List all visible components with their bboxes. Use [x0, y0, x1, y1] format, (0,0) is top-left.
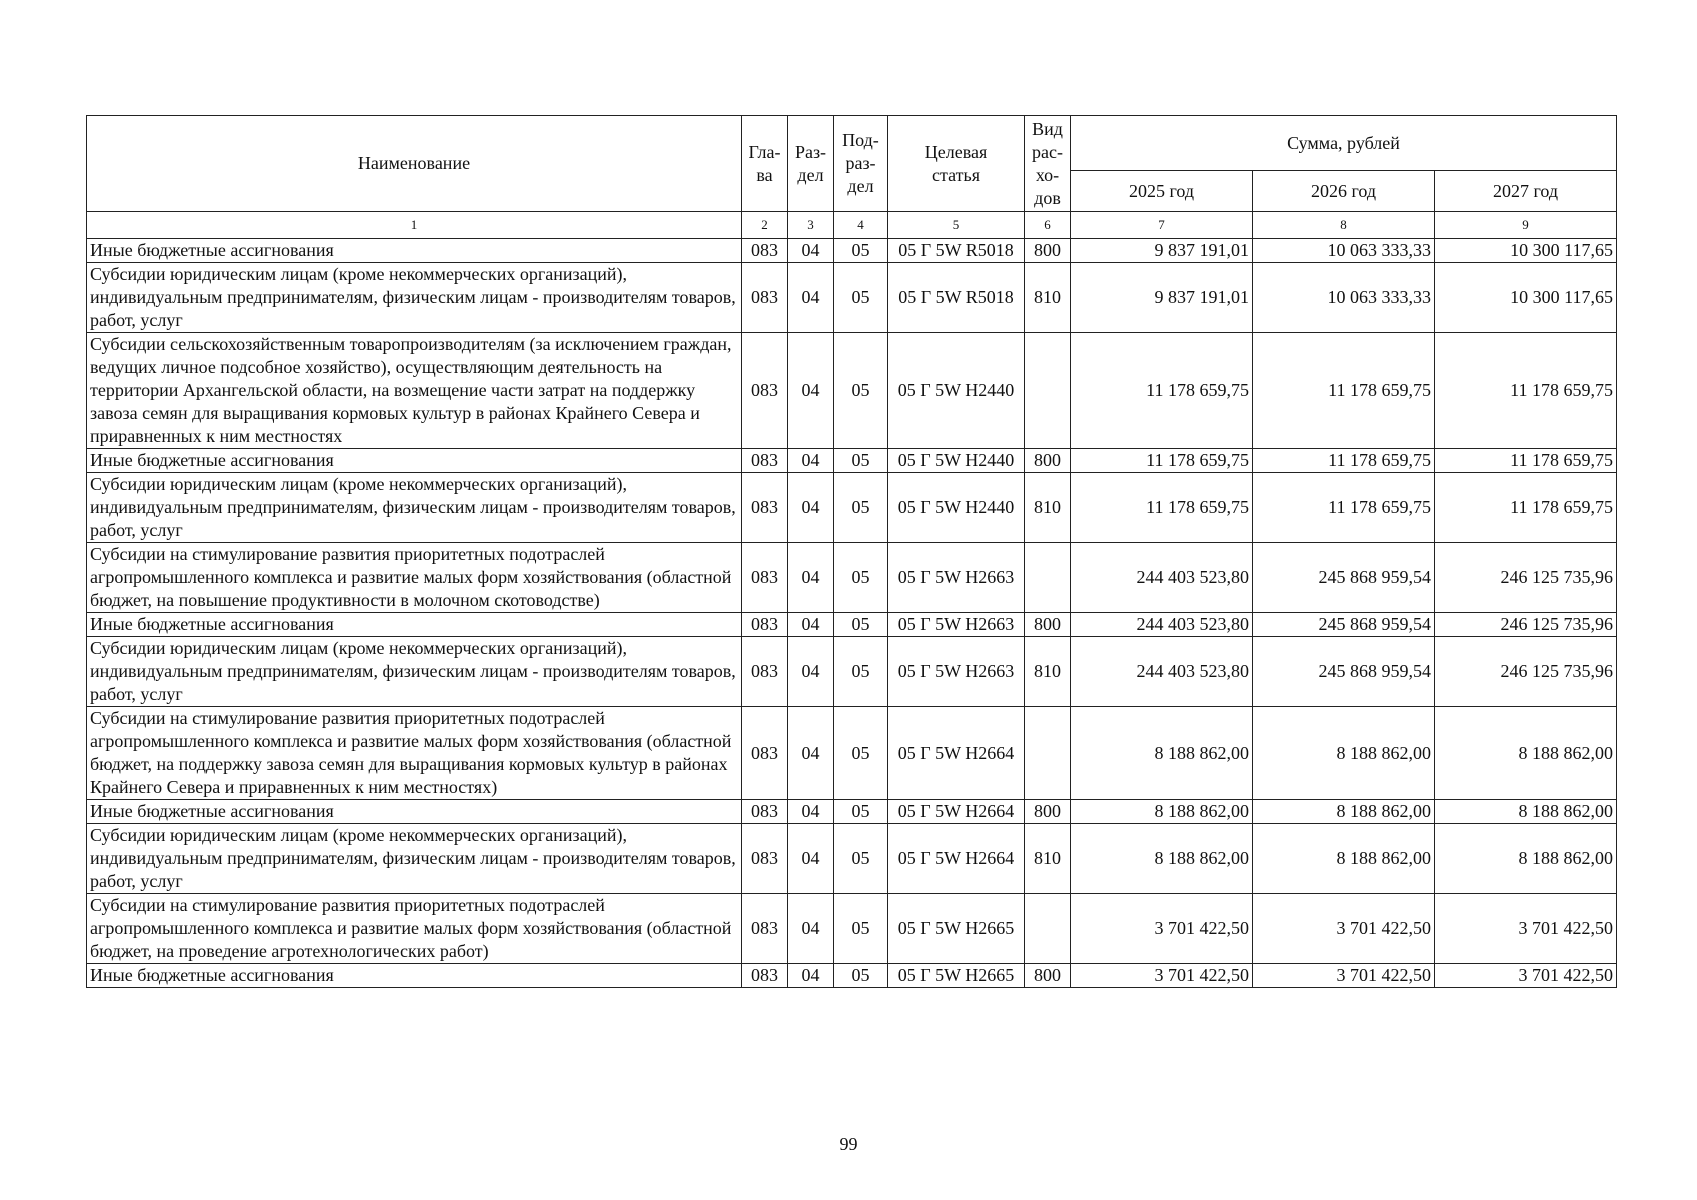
- cell-glava: 083: [742, 707, 788, 800]
- cell-podrazdel: 05: [834, 707, 888, 800]
- cell-amount-2025: 11 178 659,75: [1071, 333, 1253, 449]
- cell-expense-type: 800: [1025, 449, 1071, 473]
- cell-razdel: 04: [788, 263, 834, 333]
- cell-razdel: 04: [788, 824, 834, 894]
- cell-razdel: 04: [788, 800, 834, 824]
- header-year-2025: 2025 год: [1071, 171, 1253, 212]
- cell-amount-2027: 8 188 862,00: [1435, 707, 1617, 800]
- cell-glava: 083: [742, 637, 788, 707]
- cell-amount-2025: 3 701 422,50: [1071, 894, 1253, 964]
- cell-amount-2025: 244 403 523,80: [1071, 637, 1253, 707]
- table-row: [87, 964, 1617, 988]
- header-year-2026: 2026 год: [1253, 171, 1435, 212]
- cell-name: Субсидии юридическим лицам (кроме некоммерческих организаций), индивидуальным предпринимателям, физическим лицам - производителям товаров, работ, услуг: [87, 473, 742, 543]
- cell-name: Иные бюджетные ассигнования: [87, 613, 742, 637]
- table-row: [87, 707, 1617, 800]
- cell-expense-type: [1025, 543, 1071, 613]
- cell-target-article: 05 Г 5W Н2440: [888, 333, 1025, 449]
- cell-expense-type: 800: [1025, 613, 1071, 637]
- column-number: 1: [87, 212, 742, 239]
- cell-glava: 083: [742, 333, 788, 449]
- table-row: [87, 239, 1617, 263]
- cell-amount-2025: 3 701 422,50: [1071, 964, 1253, 988]
- cell-expense-type: 800: [1025, 800, 1071, 824]
- header-glava: Гла- ва: [742, 116, 788, 212]
- cell-name: Субсидии юридическим лицам (кроме некоммерческих организаций), индивидуальным предпринимателям, физическим лицам - производителям товаров, работ, услуг: [87, 637, 742, 707]
- cell-expense-type: [1025, 894, 1071, 964]
- table-row: [87, 637, 1617, 707]
- table-row: [87, 894, 1617, 964]
- table-row: [87, 824, 1617, 894]
- cell-amount-2026: 8 188 862,00: [1253, 824, 1435, 894]
- cell-podrazdel: 05: [834, 613, 888, 637]
- cell-glava: 083: [742, 964, 788, 988]
- cell-razdel: 04: [788, 637, 834, 707]
- column-number: 3: [788, 212, 834, 239]
- table-row: [87, 543, 1617, 613]
- cell-name: Субсидии юридическим лицам (кроме некоммерческих организаций), индивидуальным предпринимателям, физическим лицам - производителям товаров, работ, услуг: [87, 263, 742, 333]
- cell-target-article: 05 Г 5W Н2440: [888, 449, 1025, 473]
- column-number: 5: [888, 212, 1025, 239]
- cell-razdel: 04: [788, 239, 834, 263]
- header-podrazdel: Под- раз- дел: [834, 116, 888, 212]
- cell-name: Иные бюджетные ассигнования: [87, 800, 742, 824]
- cell-target-article: 05 Г 5W R5018: [888, 239, 1025, 263]
- cell-podrazdel: 05: [834, 894, 888, 964]
- cell-razdel: 04: [788, 333, 834, 449]
- cell-target-article: 05 Г 5W Н2665: [888, 964, 1025, 988]
- cell-amount-2025: 11 178 659,75: [1071, 449, 1253, 473]
- cell-amount-2025: 8 188 862,00: [1071, 707, 1253, 800]
- cell-amount-2026: 8 188 862,00: [1253, 800, 1435, 824]
- table-row: [87, 473, 1617, 543]
- cell-podrazdel: 05: [834, 637, 888, 707]
- cell-target-article: 05 Г 5W Н2663: [888, 613, 1025, 637]
- cell-glava: 083: [742, 239, 788, 263]
- cell-amount-2026: 11 178 659,75: [1253, 473, 1435, 543]
- cell-amount-2026: 3 701 422,50: [1253, 964, 1435, 988]
- cell-name: Субсидии юридическим лицам (кроме некоммерческих организаций), индивидуальным предпринимателям, физическим лицам - производителям товаров, работ, услуг: [87, 824, 742, 894]
- cell-amount-2027: 11 178 659,75: [1435, 333, 1617, 449]
- cell-amount-2025: 8 188 862,00: [1071, 800, 1253, 824]
- cell-podrazdel: 05: [834, 543, 888, 613]
- cell-name: Иные бюджетные ассигнования: [87, 449, 742, 473]
- cell-expense-type: [1025, 333, 1071, 449]
- cell-expense-type: 810: [1025, 824, 1071, 894]
- cell-podrazdel: 05: [834, 824, 888, 894]
- cell-amount-2026: 8 188 862,00: [1253, 707, 1435, 800]
- header-vid: Вид рас- хо- дов: [1025, 116, 1071, 212]
- cell-name: Субсидии на стимулирование развития приоритетных подотраслей агропромышленного комплекса и развитие малых форм хозяйствования (областной бюджет, на поддержку завоза семян для выращивания кормовых культур в районах Крайнего Севера и приравненных к ним местностях): [87, 707, 742, 800]
- cell-target-article: 05 Г 5W R5018: [888, 263, 1025, 333]
- header-target: Целевая статья: [888, 116, 1025, 212]
- cell-amount-2026: 245 868 959,54: [1253, 543, 1435, 613]
- cell-razdel: 04: [788, 613, 834, 637]
- cell-name: Иные бюджетные ассигнования: [87, 239, 742, 263]
- cell-amount-2027: 11 178 659,75: [1435, 449, 1617, 473]
- cell-podrazdel: 05: [834, 449, 888, 473]
- cell-amount-2025: 11 178 659,75: [1071, 473, 1253, 543]
- table-row: [87, 333, 1617, 449]
- cell-amount-2026: 11 178 659,75: [1253, 333, 1435, 449]
- cell-name: Субсидии на стимулирование развития приоритетных подотраслей агропромышленного комплекса и развитие малых форм хозяйствования (областной бюджет, на повышение продуктивности в молочном скотоводстве): [87, 543, 742, 613]
- cell-glava: 083: [742, 613, 788, 637]
- cell-razdel: 04: [788, 543, 834, 613]
- cell-podrazdel: 05: [834, 333, 888, 449]
- cell-razdel: 04: [788, 894, 834, 964]
- cell-razdel: 04: [788, 449, 834, 473]
- cell-expense-type: 800: [1025, 964, 1071, 988]
- header-razdel: Раз- дел: [788, 116, 834, 212]
- cell-amount-2027: 10 300 117,65: [1435, 239, 1617, 263]
- cell-amount-2027: 246 125 735,96: [1435, 637, 1617, 707]
- column-number: 2: [742, 212, 788, 239]
- cell-target-article: 05 Г 5W Н2665: [888, 894, 1025, 964]
- cell-amount-2027: 3 701 422,50: [1435, 894, 1617, 964]
- header-sum: Сумма, рублей: [1071, 116, 1617, 171]
- cell-target-article: 05 Г 5W Н2440: [888, 473, 1025, 543]
- cell-amount-2027: 11 178 659,75: [1435, 473, 1617, 543]
- cell-amount-2027: 246 125 735,96: [1435, 613, 1617, 637]
- cell-name: Субсидии на стимулирование развития приоритетных подотраслей агропромышленного комплекса и развитие малых форм хозяйствования (областной бюджет, на проведение агротехнологических работ): [87, 894, 742, 964]
- cell-podrazdel: 05: [834, 263, 888, 333]
- cell-glava: 083: [742, 449, 788, 473]
- table-header: [87, 116, 1617, 239]
- table-row: [87, 800, 1617, 824]
- cell-glava: 083: [742, 824, 788, 894]
- cell-amount-2027: 246 125 735,96: [1435, 543, 1617, 613]
- cell-amount-2027: 8 188 862,00: [1435, 824, 1617, 894]
- cell-expense-type: 800: [1025, 239, 1071, 263]
- column-numbers-row: [87, 212, 1617, 239]
- cell-amount-2026: 10 063 333,33: [1253, 239, 1435, 263]
- cell-amount-2027: 3 701 422,50: [1435, 964, 1617, 988]
- cell-podrazdel: 05: [834, 800, 888, 824]
- column-number: 7: [1071, 212, 1253, 239]
- page-number: 99: [839, 1134, 858, 1154]
- budget-table: [86, 115, 1617, 988]
- column-number: 4: [834, 212, 888, 239]
- cell-expense-type: [1025, 707, 1071, 800]
- cell-target-article: 05 Г 5W Н2663: [888, 543, 1025, 613]
- cell-amount-2026: 11 178 659,75: [1253, 449, 1435, 473]
- cell-amount-2027: 10 300 117,65: [1435, 263, 1617, 333]
- cell-amount-2026: 245 868 959,54: [1253, 613, 1435, 637]
- table-row: [87, 263, 1617, 333]
- cell-podrazdel: 05: [834, 473, 888, 543]
- cell-podrazdel: 05: [834, 964, 888, 988]
- table-row: [87, 613, 1617, 637]
- cell-name: Иные бюджетные ассигнования: [87, 964, 742, 988]
- cell-razdel: 04: [788, 964, 834, 988]
- cell-glava: 083: [742, 263, 788, 333]
- cell-target-article: 05 Г 5W Н2664: [888, 800, 1025, 824]
- cell-glava: 083: [742, 473, 788, 543]
- cell-razdel: 04: [788, 707, 834, 800]
- header-year-2027: 2027 год: [1435, 171, 1617, 212]
- cell-glava: 083: [742, 800, 788, 824]
- header-name: Наименование: [87, 116, 742, 212]
- cell-amount-2025: 8 188 862,00: [1071, 824, 1253, 894]
- cell-amount-2026: 245 868 959,54: [1253, 637, 1435, 707]
- cell-target-article: 05 Г 5W Н2664: [888, 824, 1025, 894]
- column-number: 6: [1025, 212, 1071, 239]
- cell-amount-2026: 3 701 422,50: [1253, 894, 1435, 964]
- cell-amount-2027: 8 188 862,00: [1435, 800, 1617, 824]
- column-number: 9: [1435, 212, 1617, 239]
- cell-expense-type: 810: [1025, 473, 1071, 543]
- cell-amount-2025: 244 403 523,80: [1071, 613, 1253, 637]
- cell-expense-type: 810: [1025, 637, 1071, 707]
- column-number: 8: [1253, 212, 1435, 239]
- table-body: [87, 239, 1617, 988]
- cell-glava: 083: [742, 894, 788, 964]
- cell-target-article: 05 Г 5W Н2663: [888, 637, 1025, 707]
- cell-target-article: 05 Г 5W Н2664: [888, 707, 1025, 800]
- cell-amount-2025: 9 837 191,01: [1071, 263, 1253, 333]
- cell-amount-2025: 9 837 191,01: [1071, 239, 1253, 263]
- cell-razdel: 04: [788, 473, 834, 543]
- cell-expense-type: 810: [1025, 263, 1071, 333]
- cell-glava: 083: [742, 543, 788, 613]
- cell-amount-2026: 10 063 333,33: [1253, 263, 1435, 333]
- table-row: [87, 449, 1617, 473]
- cell-amount-2025: 244 403 523,80: [1071, 543, 1253, 613]
- cell-podrazdel: 05: [834, 239, 888, 263]
- cell-name: Субсидии сельскохозяйственным товаропроизводителям (за исключением граждан, ведущих личное подсобное хозяйство), осуществляющим деятельность на территории Архангельской области, на возмещение части затрат на поддержку завоза семян для выращивания кормовых культур в районах Крайнего Севера и приравненных к ним местностях: [87, 333, 742, 449]
